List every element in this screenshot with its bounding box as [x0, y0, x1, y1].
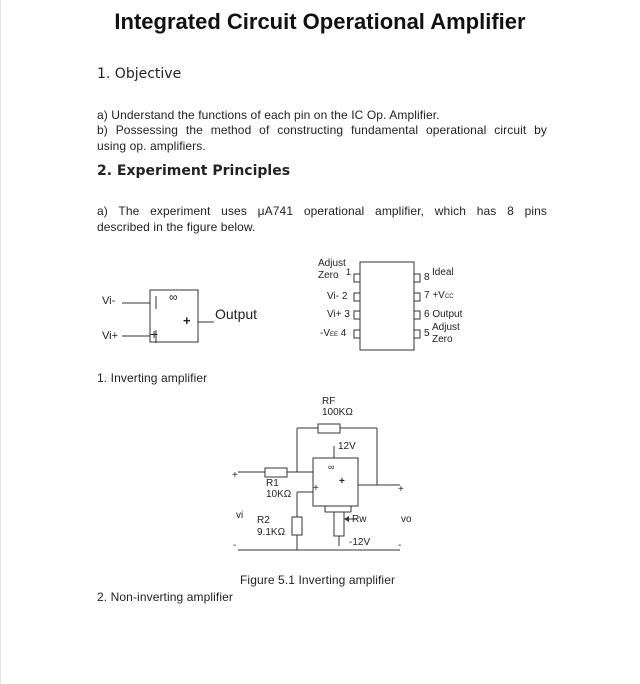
rw-resistor: [334, 512, 344, 536]
pin5-number: 5: [424, 328, 430, 339]
r1-value: 10KΩ: [266, 489, 292, 500]
rf-label: RF: [322, 396, 336, 407]
vo-label: vo: [401, 514, 412, 525]
inverting-amplifier-label: 1. Inverting amplifier: [97, 371, 208, 385]
vi-label: vi: [236, 510, 244, 521]
opamp-vi-minus-label: Vi-: [102, 295, 116, 307]
opamp-plus-sign: +: [183, 313, 191, 328]
principles-intro-line1: a) The experiment uses μA741 operational amplifier, which has 8 pins: [97, 204, 547, 218]
pin4-label: -VEE 4: [320, 328, 347, 339]
opamp-noninv-plus: +: [150, 326, 159, 342]
r2-label: R2: [257, 515, 270, 526]
pin3-label: Vi+ 3: [327, 309, 350, 320]
objective-heading: 1. Objective: [97, 66, 182, 82]
objective-item-b-line1: b) Possessing the method of constructing fundamental operational circuit by: [97, 123, 547, 137]
inverting-infinity: ∞: [328, 462, 335, 472]
pin8-ideal-label: Ideal: [432, 267, 454, 278]
inverting-plus: +: [339, 476, 345, 487]
pin5-adjust-label: Adjust: [432, 322, 460, 333]
pin6-output-label: 6 Output: [424, 309, 463, 320]
vcc-12v-label: 12V: [338, 441, 356, 452]
output-minus-sign: -: [398, 540, 402, 551]
opamp-vi-plus-label: Vi+: [102, 330, 119, 342]
opamp-output-label: Output: [215, 306, 258, 322]
page-title: Integrated Circuit Operational Amplifier: [114, 9, 526, 34]
r1-resistor: [265, 468, 287, 477]
pin1-adjust-label: Adjust: [318, 258, 346, 269]
r2-value: 9.1KΩ: [257, 527, 286, 538]
rf-resistor: [318, 424, 340, 433]
objective-item-b-line2: using op. amplifiers.: [97, 139, 206, 153]
noninverting-amplifier-label: 2. Non-inverting amplifier: [97, 590, 233, 604]
opamp-infinity-symbol: ∞: [169, 290, 178, 304]
pin7-label: 7 +VCC: [424, 290, 454, 301]
rf-value: 100KΩ: [322, 407, 353, 418]
pin2-label: Vi- 2: [327, 291, 348, 302]
rw-wiper-arrow: [344, 516, 349, 522]
noninv-plus-sign: +: [313, 483, 319, 494]
pin5-zero-label: Zero: [432, 334, 453, 345]
output-plus-sign: +: [398, 484, 404, 495]
input-minus-sign: -: [233, 540, 237, 551]
pin1-number: 1: [346, 267, 352, 277]
vee-neg12v-label: -12V: [349, 537, 371, 548]
objective-item-a: a) Understand the functions of each pin on the IC Op. Amplifier.: [97, 108, 440, 122]
inverting-opamp-body: [313, 458, 358, 506]
r2-resistor: [292, 517, 302, 535]
rw-label: Rw: [352, 514, 367, 525]
principles-intro-line2: described in the figure below.: [97, 220, 256, 234]
pin1-zero-label: Zero: [318, 270, 339, 281]
pin8-number: 8: [424, 272, 430, 283]
r1-label: R1: [266, 478, 279, 489]
principles-heading: 2. Experiment Principles: [97, 163, 291, 179]
figure-5-1-caption: Figure 5.1 Inverting amplifier: [240, 573, 396, 587]
input-plus-sign: +: [232, 470, 238, 481]
